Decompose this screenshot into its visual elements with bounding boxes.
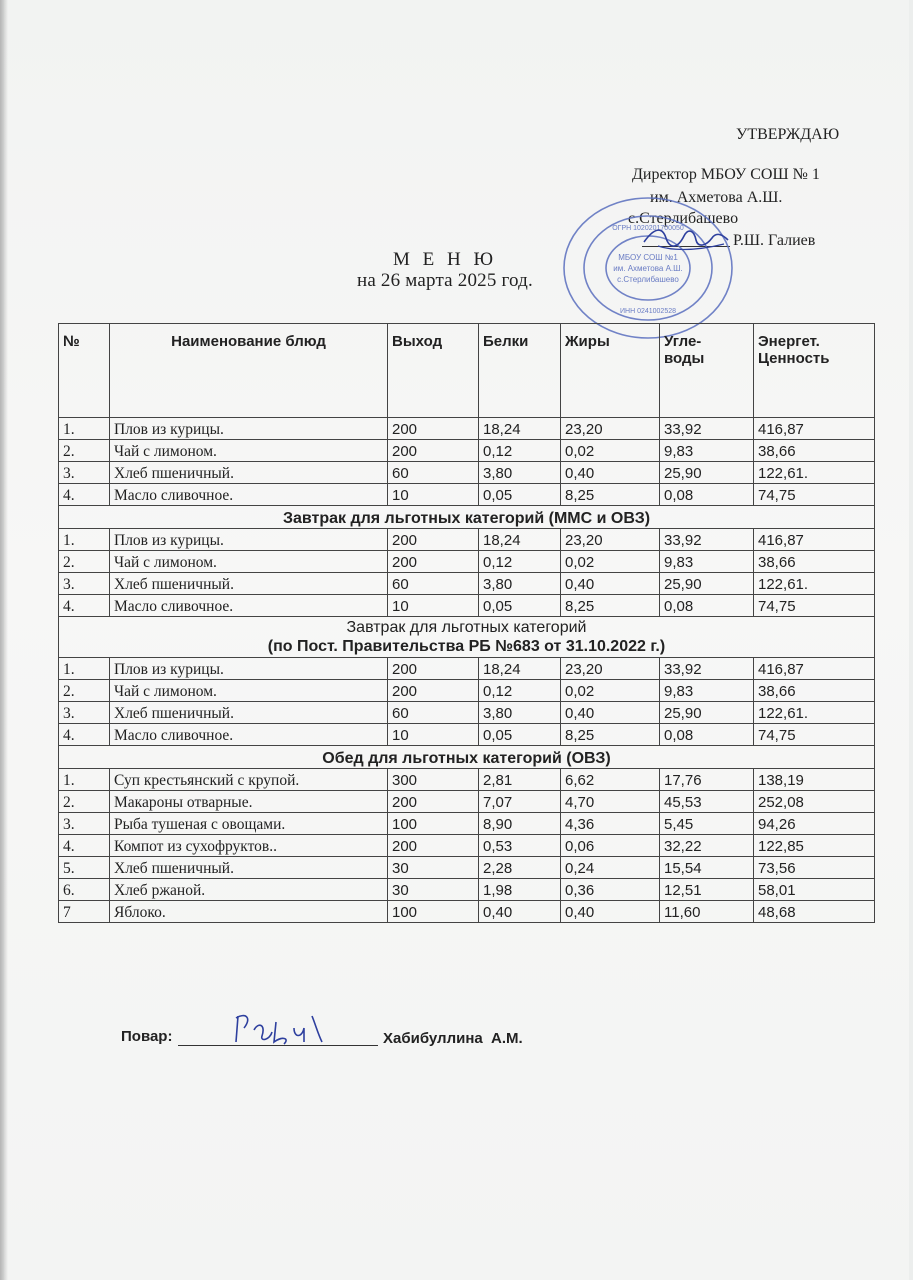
cell-carbs: 0,08 <box>660 595 754 617</box>
table-row <box>59 857 875 879</box>
cell-proteins: 3,80 <box>479 462 561 484</box>
table-row <box>59 658 875 680</box>
cell-proteins: 0,12 <box>479 680 561 702</box>
cell-energy: 94,26 <box>754 813 875 835</box>
cell-number: 3. <box>59 813 110 835</box>
table-row <box>59 702 875 724</box>
document-title <box>330 249 560 291</box>
cell-carbs: 9,83 <box>660 440 754 462</box>
cell-energy: 122,61. <box>754 573 875 595</box>
stamp-school-text: МБОУ СОШ №1 <box>618 253 678 262</box>
cell-fats: 8,25 <box>561 595 660 617</box>
approval-position: Директор МБОУ СОШ № 1 <box>632 166 820 183</box>
cell-energy: 48,68 <box>754 901 875 923</box>
cook-label: Повар: <box>121 1028 173 1045</box>
cell-proteins: 18,24 <box>479 658 561 680</box>
cell-proteins: 0,12 <box>479 440 561 462</box>
cell-number: 1. <box>59 418 110 440</box>
table-row <box>59 529 875 551</box>
section-title <box>59 746 875 769</box>
cell-number: 4. <box>59 835 110 857</box>
table-row <box>59 680 875 702</box>
cell-fats: 8,25 <box>561 484 660 506</box>
cell-proteins: 0,05 <box>479 724 561 746</box>
cell-energy: 74,75 <box>754 724 875 746</box>
stamp-village-text: с.Стерлибашево <box>617 275 679 284</box>
cell-number: 2. <box>59 440 110 462</box>
table-row <box>59 573 875 595</box>
col-header-energy: Энергет. Ценность <box>754 324 875 418</box>
table-row <box>59 595 875 617</box>
section-title-text: Завтрак для льготных категорий <box>346 619 587 636</box>
approval-village: с.Стерлибашево <box>628 210 739 227</box>
cell-fats: 0,40 <box>561 462 660 484</box>
cell-fats: 8,25 <box>561 724 660 746</box>
col-header-portion: Выход <box>388 324 479 418</box>
cell-energy: 38,66 <box>754 680 875 702</box>
cell-dish: Суп крестьянский с крупой. <box>110 769 388 791</box>
cell-number: 3. <box>59 702 110 724</box>
cell-energy: 73,56 <box>754 857 875 879</box>
section-subtitle-text: (по Пост. Правительства РБ №683 от 31.10.2022 г.) <box>267 638 666 655</box>
table-row <box>59 835 875 857</box>
cell-number: 7 <box>59 901 110 923</box>
cell-fats: 0,24 <box>561 857 660 879</box>
table-row <box>59 462 875 484</box>
cell-energy: 38,66 <box>754 551 875 573</box>
cell-number: 2. <box>59 680 110 702</box>
cell-dish: Хлеб ржаной. <box>110 879 388 901</box>
table-row <box>59 791 875 813</box>
cell-carbs: 25,90 <box>660 573 754 595</box>
cell-portion: 30 <box>388 879 479 901</box>
cell-fats: 0,40 <box>561 901 660 923</box>
table-row <box>59 440 875 462</box>
cell-proteins: 0,40 <box>479 901 561 923</box>
section-title <box>59 617 875 658</box>
cell-number: 2. <box>59 551 110 573</box>
cell-carbs: 5,45 <box>660 813 754 835</box>
cell-dish: Хлеб пшеничный. <box>110 857 388 879</box>
table-row <box>59 551 875 573</box>
cell-carbs: 32,22 <box>660 835 754 857</box>
cell-dish: Хлеб пшеничный. <box>110 702 388 724</box>
section-header-row <box>59 746 875 769</box>
cell-carbs: 17,76 <box>660 769 754 791</box>
col-header-proteins: Белки <box>479 324 561 418</box>
cell-dish: Яблоко. <box>110 901 388 923</box>
table-row <box>59 879 875 901</box>
cell-portion: 10 <box>388 595 479 617</box>
cell-carbs: 9,83 <box>660 680 754 702</box>
cell-dish: Плов из курицы. <box>110 529 388 551</box>
cell-dish: Плов из курицы. <box>110 658 388 680</box>
cell-fats: 0,02 <box>561 551 660 573</box>
table-row <box>59 418 875 440</box>
cell-portion: 60 <box>388 573 479 595</box>
cell-energy: 122,61. <box>754 702 875 724</box>
table-row <box>59 484 875 506</box>
col-header-carbs: Угле- воды <box>660 324 754 418</box>
cell-carbs: 25,90 <box>660 462 754 484</box>
cell-carbs: 0,08 <box>660 484 754 506</box>
section-header-row <box>59 506 875 529</box>
cell-portion: 30 <box>388 857 479 879</box>
cell-dish: Масло сливочное. <box>110 484 388 506</box>
cell-carbs: 0,08 <box>660 724 754 746</box>
table-row <box>59 769 875 791</box>
cell-dish: Хлеб пшеничный. <box>110 573 388 595</box>
cell-portion: 200 <box>388 658 479 680</box>
cell-proteins: 0,05 <box>479 595 561 617</box>
cell-fats: 4,36 <box>561 813 660 835</box>
cell-energy: 74,75 <box>754 484 875 506</box>
cell-dish: Компот из сухофруктов.. <box>110 835 388 857</box>
director-signature <box>640 220 732 260</box>
cell-proteins: 1,98 <box>479 879 561 901</box>
cell-proteins: 18,24 <box>479 529 561 551</box>
cell-portion: 300 <box>388 769 479 791</box>
cell-portion: 200 <box>388 529 479 551</box>
cell-energy: 138,19 <box>754 769 875 791</box>
cell-portion: 10 <box>388 484 479 506</box>
cook-name: Хабибуллина А.М. <box>383 1030 523 1047</box>
approval-title: УТВЕРЖДАЮ <box>736 126 840 143</box>
cell-carbs: 11,60 <box>660 901 754 923</box>
cell-proteins: 2,28 <box>479 857 561 879</box>
cell-fats: 0,40 <box>561 573 660 595</box>
cell-number: 1. <box>59 769 110 791</box>
cell-carbs: 9,83 <box>660 551 754 573</box>
cell-proteins: 2,81 <box>479 769 561 791</box>
cell-fats: 0,06 <box>561 835 660 857</box>
cell-proteins: 3,80 <box>479 702 561 724</box>
cell-dish: Чай с лимоном. <box>110 680 388 702</box>
cell-carbs: 15,54 <box>660 857 754 879</box>
cell-energy: 58,01 <box>754 879 875 901</box>
cell-fats: 6,62 <box>561 769 660 791</box>
section-header-row <box>59 617 875 658</box>
cell-dish: Хлеб пшеничный. <box>110 462 388 484</box>
col-header-dish: Наименование блюд <box>110 324 388 418</box>
section-title-text: Обед для льготных категорий (ОВЗ) <box>322 750 611 767</box>
cell-number: 1. <box>59 529 110 551</box>
cell-energy: 122,85 <box>754 835 875 857</box>
cell-proteins: 3,80 <box>479 573 561 595</box>
cell-portion: 200 <box>388 551 479 573</box>
cell-fats: 0,36 <box>561 879 660 901</box>
cell-number: 1. <box>59 658 110 680</box>
cell-dish: Чай с лимоном. <box>110 551 388 573</box>
cell-number: 3. <box>59 462 110 484</box>
cell-carbs: 25,90 <box>660 702 754 724</box>
cell-portion: 200 <box>388 791 479 813</box>
cell-dish: Масло сливочное. <box>110 724 388 746</box>
menu-date: на 26 марта 2025 год. <box>356 270 534 291</box>
cell-energy: 416,87 <box>754 658 875 680</box>
cell-fats: 4,70 <box>561 791 660 813</box>
cell-portion: 60 <box>388 702 479 724</box>
section-title <box>59 506 875 529</box>
cell-carbs: 33,92 <box>660 418 754 440</box>
cell-fats: 0,02 <box>561 680 660 702</box>
cell-portion: 200 <box>388 440 479 462</box>
cell-dish: Рыба тушеная с овощами. <box>110 813 388 835</box>
menu-table <box>58 323 875 923</box>
table-header-row <box>59 324 875 418</box>
cell-portion: 100 <box>388 813 479 835</box>
cell-fats: 0,02 <box>561 440 660 462</box>
school-seal-stamp <box>560 192 739 340</box>
cell-dish: Чай с лимоном. <box>110 440 388 462</box>
cell-carbs: 12,51 <box>660 879 754 901</box>
cell-portion: 200 <box>388 680 479 702</box>
col-header-number: № <box>59 324 110 418</box>
cell-number: 6. <box>59 879 110 901</box>
cell-number: 4. <box>59 724 110 746</box>
stamp-inn-text: ИНН 0241002528 <box>619 308 677 315</box>
approval-school-name: им. Ахметова А.Ш. <box>650 189 783 206</box>
cell-carbs: 33,92 <box>660 658 754 680</box>
cell-number: 4. <box>59 484 110 506</box>
cell-portion: 60 <box>388 462 479 484</box>
cell-number: 4. <box>59 595 110 617</box>
cell-number: 5. <box>59 857 110 879</box>
table-row <box>59 901 875 923</box>
cell-proteins: 8,90 <box>479 813 561 835</box>
cell-dish: Плов из курицы. <box>110 418 388 440</box>
cell-proteins: 0,12 <box>479 551 561 573</box>
cell-proteins: 0,53 <box>479 835 561 857</box>
cell-fats: 23,20 <box>561 418 660 440</box>
cell-portion: 100 <box>388 901 479 923</box>
stamp-ogrn-text: ОГРН 1020201700050 <box>612 225 684 232</box>
cell-energy: 416,87 <box>754 418 875 440</box>
section-title-text: Завтрак для льготных категорий (ММС и ОВЗ) <box>282 510 651 527</box>
table-row <box>59 813 875 835</box>
cell-proteins: 7,07 <box>479 791 561 813</box>
cell-energy: 252,08 <box>754 791 875 813</box>
cell-dish: Макароны отварные. <box>110 791 388 813</box>
cell-fats: 0,40 <box>561 702 660 724</box>
cell-energy: 38,66 <box>754 440 875 462</box>
cell-portion: 200 <box>388 418 479 440</box>
cell-fats: 23,20 <box>561 529 660 551</box>
cell-carbs: 45,53 <box>660 791 754 813</box>
cell-fats: 23,20 <box>561 658 660 680</box>
cell-proteins: 18,24 <box>479 418 561 440</box>
approval-signer: Р.Ш. Галиев <box>733 232 816 249</box>
cell-number: 2. <box>59 791 110 813</box>
cook-signature <box>232 1008 328 1050</box>
cell-energy: 122,61. <box>754 462 875 484</box>
cell-dish: Масло сливочное. <box>110 595 388 617</box>
cell-proteins: 0,05 <box>479 484 561 506</box>
col-header-fats: Жиры <box>561 324 660 418</box>
cell-portion: 200 <box>388 835 479 857</box>
stamp-name-text: им. Ахметова А.Ш. <box>613 264 683 273</box>
cell-energy: 74,75 <box>754 595 875 617</box>
page-edge-shadow <box>0 0 8 1280</box>
menu-heading: М Е Н Ю <box>393 249 497 270</box>
cell-energy: 416,87 <box>754 529 875 551</box>
cell-number: 3. <box>59 573 110 595</box>
table-row <box>59 724 875 746</box>
menu-table-body <box>59 418 875 923</box>
cell-portion: 10 <box>388 724 479 746</box>
cell-carbs: 33,92 <box>660 529 754 551</box>
